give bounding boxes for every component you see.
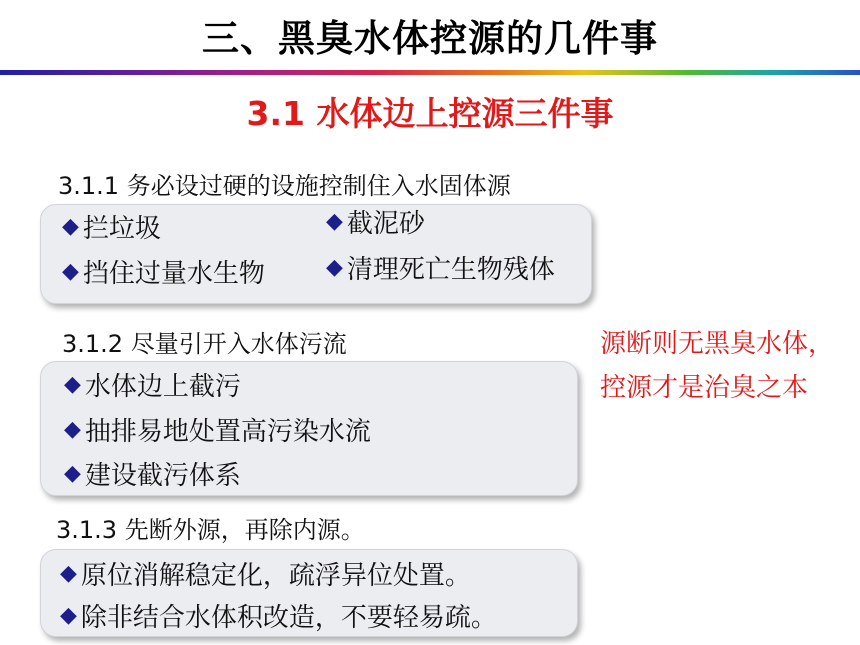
- list-item: [62, 253, 265, 290]
- diamond-bullet-icon: ◆: [62, 259, 79, 284]
- rainbow-divider: [0, 70, 860, 75]
- list-item: [64, 455, 241, 492]
- list-item: [62, 208, 161, 245]
- diamond-bullet-icon: ◆: [62, 214, 79, 239]
- diamond-bullet-icon: ◆: [326, 209, 343, 234]
- list-item-label: 截泥砂: [346, 209, 425, 239]
- diamond-bullet-icon: ◆: [60, 603, 77, 628]
- list-item-label: 清理死亡生物残体: [346, 255, 555, 285]
- slide-title: 三、黑臭水体控源的几件事: [202, 17, 658, 60]
- section-heading-3-1-3: 3.1.3 先断外源，再除内源。: [56, 516, 365, 544]
- list-item-label: 原位消解稳定化，疏浮异位处置。: [80, 561, 471, 591]
- side-note-line-1: 源断则无黑臭水体，: [600, 329, 835, 359]
- diamond-bullet-icon: ◆: [60, 561, 77, 586]
- diamond-bullet-icon: ◆: [64, 461, 81, 486]
- list-item-label: 挡住过量水生物: [82, 259, 265, 289]
- section-heading-3-1-1: 3.1.1 务必设过硬的设施控制住入水固体源: [58, 172, 511, 200]
- section-subtitle: 3.1 水体边上控源三件事: [246, 94, 614, 133]
- diamond-bullet-icon: ◆: [326, 255, 343, 280]
- list-item: [326, 249, 555, 286]
- list-item-label: 水体边上截污: [84, 372, 241, 402]
- list-item-label: 建设截污体系: [84, 461, 241, 491]
- list-item-label: 抽排易地处置高污染水流: [84, 417, 371, 447]
- list-item-label: 除非结合水体积改造，不要轻易疏。: [80, 603, 497, 633]
- list-item: [64, 411, 371, 448]
- list-item-label: 拦垃圾: [82, 214, 161, 244]
- list-item: [326, 203, 425, 240]
- list-item: [64, 366, 241, 403]
- diamond-bullet-icon: ◆: [64, 417, 81, 442]
- list-item: [60, 555, 471, 592]
- list-item: [60, 597, 497, 634]
- side-note-line-2: 控源才是治臭之本: [600, 373, 809, 403]
- diamond-bullet-icon: ◆: [64, 372, 81, 397]
- section-heading-3-1-2: 3.1.2 尽量引开入水体污流: [62, 330, 347, 358]
